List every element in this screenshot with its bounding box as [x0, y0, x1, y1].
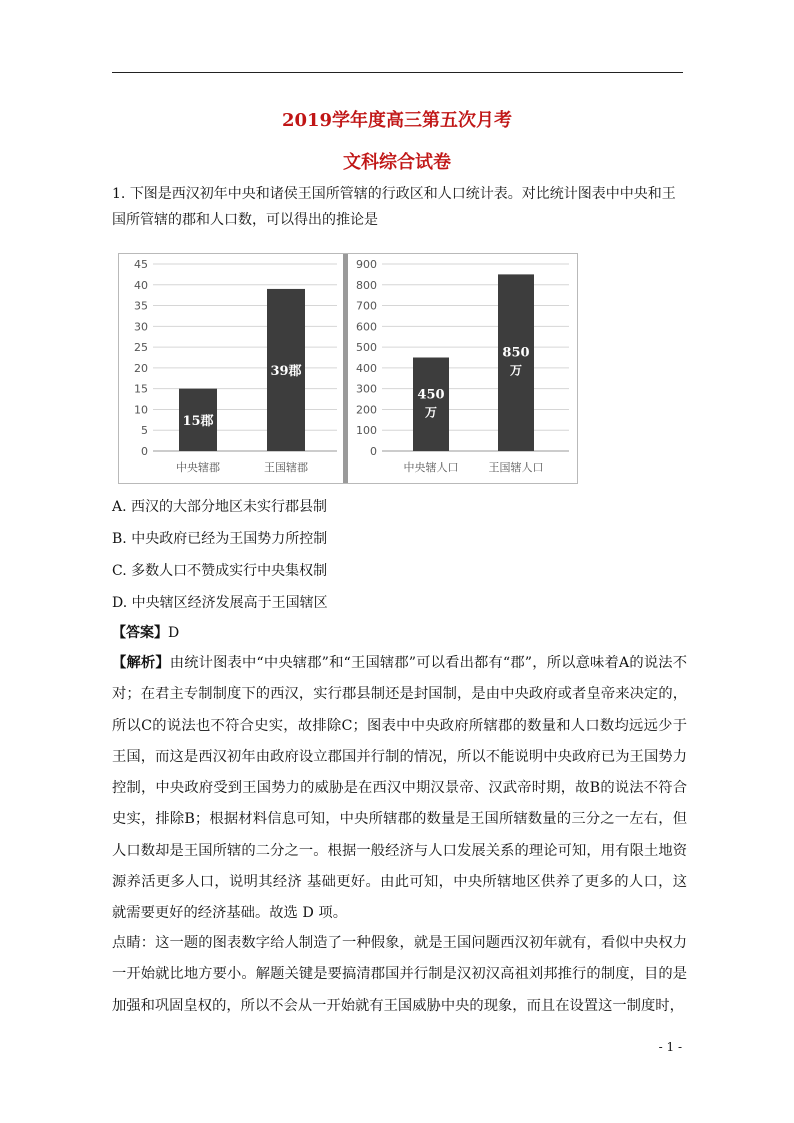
bar [413, 358, 449, 452]
comment-label: 点睛： [112, 935, 156, 951]
x-category-label: 王国辖郡 [264, 461, 308, 474]
y-tick-label: 45 [134, 258, 148, 271]
y-tick-label: 0 [141, 445, 148, 458]
y-tick-label: 10 [134, 403, 148, 417]
data-label: 450 [417, 387, 445, 403]
data-label-unit: 万 [509, 363, 523, 378]
option-a: A. 西汉的大部分地区未实行郡县制 [112, 499, 328, 515]
question-stem [112, 181, 687, 233]
y-tick-label: 20 [134, 361, 148, 375]
y-tick-label: 200 [356, 403, 377, 417]
answer-value: D [168, 625, 180, 641]
comment-text: 这一题的图表数字给人制造了一种假象，就是王国问题西汉初年就有，看似中央权力一开始就比地方要小。解题关键是要搞清郡国并行制是汉初汉高祖刘邦推行的制度，目的是加强和巩固皇权的，所以不会从一开始就有王国威胁中央的现象，而且在设置这一制度时， [112, 935, 688, 1014]
question-number: 1. [112, 186, 126, 202]
y-tick-label: 600 [356, 320, 377, 334]
y-tick-label: 15 [134, 382, 148, 396]
option-d: D. 中央辖区经济发展高于王国辖区 [112, 595, 328, 611]
option-b: B. 中央政府已经为王国势力所控制 [112, 531, 328, 547]
y-tick-label: 5 [141, 424, 148, 438]
y-tick-label: 500 [356, 341, 377, 355]
data-label: 15郡 [182, 413, 214, 429]
bar [498, 274, 534, 451]
header-rule [112, 72, 683, 73]
exam-subtitle: 文科综合试卷 [343, 152, 451, 173]
y-tick-label: 30 [134, 320, 148, 334]
answer-label: 【答案】 [112, 625, 168, 641]
y-tick-label: 700 [356, 299, 377, 313]
x-category-label: 中央辖人口 [403, 461, 459, 474]
y-tick-label: 35 [134, 299, 148, 313]
y-tick-label: 400 [356, 361, 377, 375]
answer-line [112, 623, 179, 643]
page-number: - 1 - [658, 1040, 682, 1054]
x-category-label: 王国辖人口 [488, 461, 544, 474]
y-tick-label: 100 [356, 424, 377, 438]
y-tick-label: 25 [134, 341, 148, 355]
chart-separator [343, 254, 348, 483]
y-tick-label: 0 [370, 445, 377, 458]
analysis-label: 【解析】 [112, 655, 170, 671]
exam-title: 2019学年度高三第五次月考 [281, 110, 513, 131]
comment-paragraph [112, 928, 687, 1022]
y-tick-label: 300 [356, 382, 377, 396]
y-tick-label: 900 [356, 258, 377, 271]
data-label-unit: 万 [424, 405, 438, 420]
question-text: 下图是西汉初年中央和诸侯王国所管辖的行政区和人口统计表。对比统计图表中中央和王国所管辖的郡和人口数，可以得出的推论是 [112, 186, 676, 228]
data-label: 39郡 [270, 363, 302, 379]
statistics-figure [118, 253, 578, 484]
y-tick-label: 800 [356, 278, 377, 292]
option-c: C. 多数人口不赞成实行中央集权制 [112, 563, 328, 579]
analysis-paragraph [112, 648, 687, 930]
y-tick-label: 40 [134, 278, 148, 292]
analysis-text: 由统计图表中“中央辖郡”和“王国辖郡”可以看出都有“郡”，所以意味着A的说法不对；在君主专制制度下的西汉，实行郡县制还是封国制，是由中央政府或者皇帝来决定的，所以C的说法也不符合史实，故排除C；图表中中央政府所辖郡的数量和人口数均远远少于王国，而这是西汉初年由政府设立郡国并行制的情况，所以不能说明中央政府已为王国势力控制，中央政府受到王国势力的威胁是在西汉中期汉景帝、汉武帝时期，故B的说法不符合史实，排除B；根据材料信息可知，中央所辖郡的数量是王国所辖数量的三分之一左右，但人口数却是王国所辖的二分之一。根据一般经济与人口发展关系的理论可知，用有限土地资源养活更多人口，说明其经济 基础更好。由此可知，中央所辖地区供养了更多的人口，这就需要更好的经济基础。故选 D 项。 [112, 655, 687, 922]
x-category-label: 中央辖郡 [176, 461, 220, 474]
bar-charts [119, 254, 577, 483]
data-label: 850 [502, 345, 530, 361]
